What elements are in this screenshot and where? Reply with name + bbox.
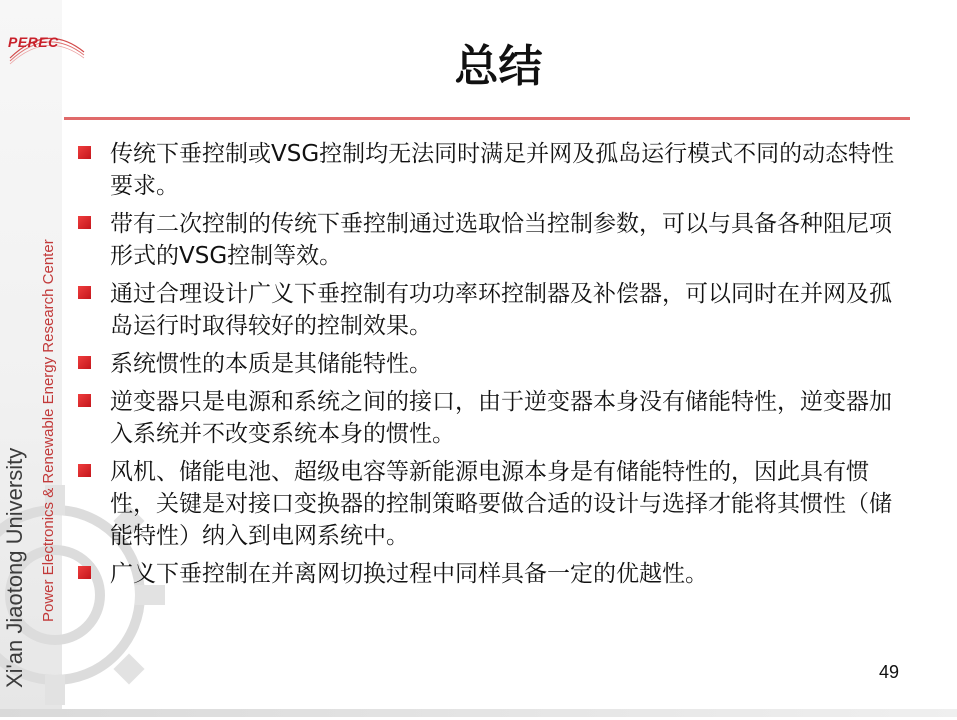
bullet-item	[72, 558, 902, 590]
vertical-university-name: Xi'an Jiaotong University	[2, 447, 27, 688]
bullet-text: 通过合理设计广义下垂控制有功功率环控制器及补偿器，可以同时在并网及孤岛运行时取得较好的控制效果。	[110, 281, 892, 339]
bullet-item	[72, 348, 902, 380]
page-number: 49	[878, 662, 899, 682]
bullet-text: 广义下垂控制在并离网切换过程中同样具备一定的优越性。	[110, 561, 708, 587]
bullet-list	[72, 138, 902, 596]
bullet-item	[72, 456, 902, 552]
title-divider	[64, 117, 910, 120]
bullet-item	[72, 208, 902, 272]
square-bullet-icon	[78, 146, 91, 159]
bullet-text: 风机、储能电池、超级电容等新能源电源本身是有储能特性的，因此具有惯性，关键是对接口变换器的控制策略要做合适的设计与选择才能将其惯性（储能特性）纳入到电网系统中。	[110, 459, 892, 549]
bullet-item	[72, 278, 902, 342]
bullet-text: 逆变器只是电源和系统之间的接口，由于逆变器本身没有储能特性，逆变器加入系统并不改变系统本身的惯性。	[110, 389, 892, 447]
bullet-item	[72, 138, 902, 202]
square-bullet-icon	[78, 216, 91, 229]
bullet-text: 带有二次控制的传统下垂控制通过选取恰当控制参数，可以与具备各种阻尼项形式的VSG控制等效。	[110, 211, 892, 269]
square-bullet-icon	[78, 566, 91, 579]
square-bullet-icon	[78, 464, 91, 477]
square-bullet-icon	[78, 286, 91, 299]
vertical-research-center-name: Power Electronics & Renewable Energy Research Center	[40, 239, 57, 622]
bullet-text: 传统下垂控制或VSG控制均无法同时满足并网及孤岛运行模式不同的动态特性要求。	[110, 141, 895, 199]
bottom-strip	[0, 709, 957, 717]
bullet-text: 系统惯性的本质是其储能特性。	[110, 351, 432, 377]
logo-text: PEREC	[8, 34, 59, 50]
bullet-item	[72, 386, 902, 450]
slide-title: 总结	[454, 41, 543, 92]
square-bullet-icon	[78, 394, 91, 407]
square-bullet-icon	[78, 356, 91, 369]
